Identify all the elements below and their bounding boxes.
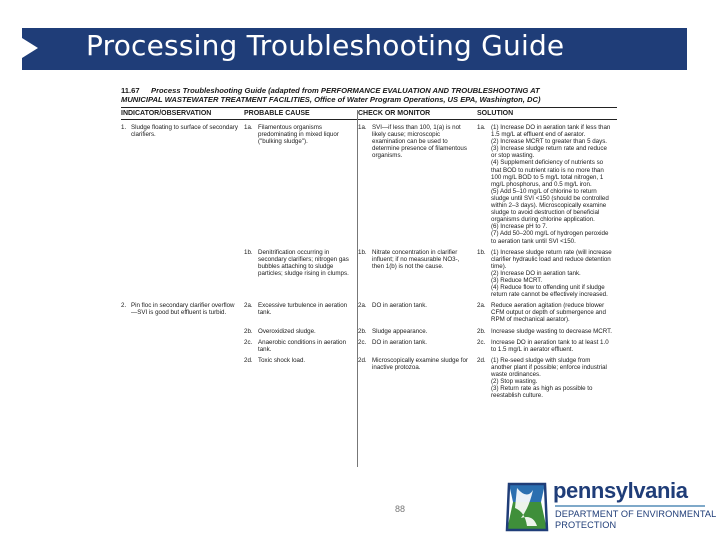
cause-key: 1a.	[244, 124, 253, 131]
solution-cell	[477, 302, 617, 323]
pa-dep-logo	[503, 478, 717, 534]
indicator-key	[121, 357, 131, 400]
check-cell	[358, 124, 477, 245]
cause-cell	[244, 302, 358, 323]
indicator-key	[121, 339, 131, 353]
page-number: 88	[395, 504, 406, 514]
solution-text: (1) Increase sludge return rate (will increase clarifier hydraulic load and reduce detention time). (2) Increase DO in aeration tank. (3) Reduce MCRT. (4) Reduce flow to offending unit if sludge return rate cannot be effectively increased.	[491, 248, 612, 299]
check-key: 2a.	[358, 302, 367, 310]
caption-line-2: MUNICIPAL WASTEWATER TREATMENT FACILITIES, Office of Water Program Operations, US EPA, Washington, DC)	[121, 95, 541, 104]
table-row	[121, 124, 617, 245]
header-cause: PROBABLE CAUSE	[244, 110, 310, 117]
cause-text: Excessive turbulence in aeration tank.	[258, 302, 348, 317]
cause-cell	[244, 339, 358, 353]
table-header	[121, 107, 617, 120]
check-key: 1b.	[358, 248, 367, 256]
check-text: DO in aeration tank.	[372, 302, 428, 310]
logo-dept-line-1: DEPARTMENT OF ENVIRONMENTAL	[555, 509, 717, 519]
check-cell	[358, 328, 477, 335]
logo-department	[555, 509, 716, 531]
check-text: DO in aeration tank.	[372, 338, 428, 346]
indicator-key: 2.	[121, 302, 127, 310]
indicator-cell	[121, 249, 244, 299]
cause-cell	[244, 124, 358, 245]
indicator-text	[131, 357, 244, 400]
indicator-cell	[121, 124, 244, 245]
solution-text: Increase DO in aeration tank to at least 1.0 to 1.5 mg/L in aerator effluent.	[491, 338, 609, 353]
indicator-cell	[121, 302, 244, 323]
solution-cell	[477, 124, 617, 245]
solution-text: Reduce aeration agitation (reduce blower CFM output or depth of submergence and RPM of mechanical aerator).	[491, 302, 606, 324]
check-key: 2d.	[358, 356, 367, 364]
table-row	[121, 357, 617, 400]
indicator-cell	[121, 357, 244, 400]
table-row	[121, 328, 617, 335]
indicator-text	[131, 328, 244, 335]
solution-cell	[477, 328, 617, 335]
check-text: Sludge appearance.	[372, 327, 428, 335]
cause-text: Toxic shock load.	[258, 356, 306, 364]
cause-text: Overoxidized sludge.	[258, 327, 316, 335]
indicator-cell	[121, 328, 244, 335]
logo-dept-line-2: PROTECTION	[555, 520, 617, 530]
table-caption	[121, 86, 617, 104]
table-row	[121, 339, 617, 353]
cause-text: Denitrification occurring in secondary clarifiers; nitrogen gas bubbles attaching to sludge particles; sludge rising in clumps.	[258, 248, 349, 277]
slide-title: Processing Troubleshooting Guide	[86, 29, 565, 62]
indicator-key	[121, 328, 131, 335]
cause-text: Anaerobic conditions in aeration tank.	[258, 338, 347, 353]
table-body	[121, 124, 617, 399]
keystone-logo-icon	[503, 478, 551, 534]
cause-key: 1b.	[244, 248, 253, 256]
troubleshooting-table	[121, 86, 617, 399]
indicator-text: Sludge floating to surface of secondary clarifiers.	[131, 124, 238, 139]
cause-cell	[244, 249, 358, 299]
check-text: Microscopically examine sludge for inactive protozoa.	[372, 356, 468, 371]
check-key: 2c.	[358, 338, 367, 346]
logo-name: pennsylvania	[553, 478, 688, 503]
cause-text: Filamentous organisms predominating in mixed liquor ("bulking sludge").	[258, 124, 339, 146]
solution-cell	[477, 249, 617, 299]
logo-rule	[555, 505, 705, 507]
cause-cell	[244, 357, 358, 400]
check-cell	[358, 339, 477, 353]
indicator-key	[121, 249, 131, 299]
solution-key: 2b.	[477, 327, 486, 335]
header-indicator: INDICATOR/OBSERVATION	[121, 110, 212, 117]
solution-text: (1) Increase DO in aeration tank if less than 1.5 mg/L at effluent end of aerator. (2) Increase MCRT to greater than 5 days. (3) Increase sludge return rate and reduce or stop wasting. (4) Supplement deficiency of nutrients so that BOD to nutrient ratio is no more than 100 mg/L BOD to 5 mg/L total nitrogen, 1 mg/L phosphorus, and 0.5 mg/L iron. (5) Add 5–10 mg/L of chlorine to return sludge until SVI <150 (should be controlled within 2–3 days). Microscopically examine sludge to avoid destruction of beneficial organisms during chlorine application. (6) Increase pH to 7. (7) Add 50–200 mg/L of hydrogen peroxide to aeration tank until SVI <150.	[491, 124, 611, 245]
solution-cell	[477, 357, 617, 400]
cause-cell	[244, 328, 358, 335]
check-text: Nitrate concentration in clarifier influent; if no measurable NO3-, then 1(b) is not the cause.	[372, 248, 460, 270]
cause-key: 2c.	[244, 338, 253, 346]
indicator-key: 1.	[121, 124, 127, 131]
solution-cell	[477, 339, 617, 353]
table-row	[121, 249, 617, 299]
indicator-text	[131, 339, 244, 353]
table-row	[121, 302, 617, 323]
check-key: 2b.	[358, 327, 367, 335]
solution-text: Increase sludge wasting to decrease MCRT.	[491, 327, 612, 335]
bullet-arrow-icon	[22, 38, 38, 58]
table-number: 11.67	[121, 86, 140, 95]
header-check: CHECK OR MONITOR	[358, 110, 431, 117]
cause-key: 2b.	[244, 327, 253, 335]
indicator-cell	[121, 339, 244, 353]
solution-text: (1) Re-seed sludge with sludge from another plant if possible; enforce industrial waste ordinances. (2) Stop wasting. (3) Return rate as high as possible to reestablish culture.	[491, 356, 607, 400]
check-cell	[358, 249, 477, 299]
solution-key: 1b.	[477, 248, 486, 256]
indicator-text	[131, 249, 244, 299]
cause-key: 2a.	[244, 302, 253, 310]
caption-line-1: Process Troubleshooting Guide (adapted from PERFORMANCE EVALUATION AND TROUBLESHOOTING AT	[151, 86, 540, 95]
check-text: SVI—if less than 100, 1(a) is not likely cause; microscopic examination can be used to determine presence of filamentous organisms.	[372, 124, 467, 160]
cause-key: 2d.	[244, 356, 253, 364]
check-cell	[358, 302, 477, 323]
indicator-text: Pin floc in secondary clarifier overflow—SVI is good but effluent is turbid.	[131, 302, 235, 317]
header-solution: SOLUTION	[477, 110, 514, 117]
solution-key: 1a.	[477, 124, 486, 131]
check-key: 1a.	[358, 124, 367, 131]
table-divider	[357, 110, 358, 467]
check-cell	[358, 357, 477, 400]
solution-key: 2d.	[477, 356, 486, 364]
solution-key: 2a.	[477, 302, 486, 310]
solution-key: 2c.	[477, 338, 486, 346]
